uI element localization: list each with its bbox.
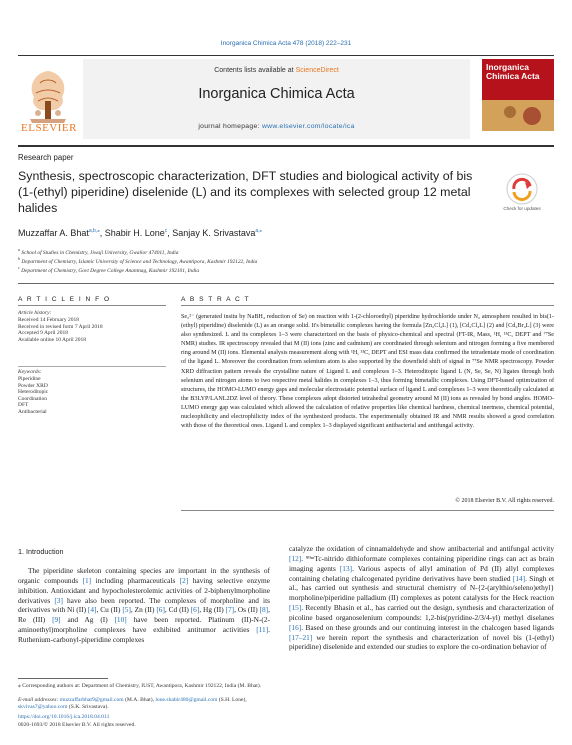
- doi-link[interactable]: [18, 714, 109, 721]
- body-text: and Ag (I): [60, 615, 115, 625]
- citation-link[interactable]: [13]: [339, 563, 353, 573]
- body-text: , Zn (II): [130, 605, 157, 615]
- author-sep: ,: [99, 228, 105, 238]
- email-owner: (S.H. Lone),: [217, 697, 247, 703]
- body-text: , Re (III): [18, 605, 270, 625]
- abstract-text: Se₂²⁻ (generated insitu by NaBH₄ reduction of Se) on reaction with 1-(2-chloroethyl) piperidine hydrochloride under N₂ atmosphere resulted in bis(1-(ethyl) piperidine) diselenide (L) as an orange solid. It's bimetallic complexes having the formula [Zn₂Cl₄L] (1), [Cd₂Cl₄L] (2) and [Cd₂Br₄L] (3) were also synthesized. L and its complexes 1–3 were characterized on the basis of physico-chemical and spectral (FT-IR, Mass, ¹H, ¹³C, DEPT and ⁷⁷Se NMR) studies. IR spectroscopy revealed that M (II) ions (zinc and cadmium) are coordinated through selenium and nitrogen forming a five membered ring around M (II) ions. Elemental analysis measurement along with ¹H, ¹³C, DEPT and ESI mass data confirmed the tetradentate mode of coordination of the ligand L. Moreover the coordination from selenium atom is also supported by the downfield shift of signal in ⁷⁷Se NMR spectroscopy. Powder XRD diffraction pattern reveals the crystalline nature of Ligand L and complexes 1–3. Heteroditopic ligand L (N, Se, Se, N) ligates through both selenium and nitrogen atoms to two respective metal halides in complexes 1–3, thus forming bimetallic complexes. Using DFT-based optimization of structures, the HOMO-LUMO energy gaps and molecular electrostatic potential surface of ligand L and complexes 1–3 were theoretically calculated at the B3LYP/LANL2DZ level of theory. These complexes adopt distorted tetrahedral geometry around M (II) ions as revealed by bond angles. HOMO-LUMO energy gap was calculated which allowed the calculation of relative properties like chemical hardness, chemical inertness, chemical potential, nucleophilicity and electrophilicity index of the synthesized products. The experimentally obtained IR and NMR results showed a good correlation with those of the theoretical ones. Ligand L and complex 1–3 displayed significant antibacterial and antifungal activity.: [181, 314, 554, 430]
- body-text: have also been reported. The complexes of morpholine and its derivatives with Ni (II): [18, 595, 270, 615]
- homepage-link[interactable]: www.elsevier.com/locate/ica: [261, 123, 355, 130]
- body-text: catalyze the oxidation of cinnamaldehyde and show antibacterial and antifungal activity: [289, 544, 554, 553]
- body-text: . ⁹⁹ᵐTc-nitrido dithioformate complexes containing piperidine rings can act as brain imaging agents: [289, 553, 554, 573]
- cover-title: Inorganica Chimica Acta: [486, 62, 540, 81]
- citation-link[interactable]: [7]: [225, 605, 235, 615]
- affiliation-text: Department of Chemistry, Islamic University of Science and Technology, Awantipora, Kashmir 192122, India: [21, 258, 258, 265]
- citation-link[interactable]: [15]: [289, 603, 302, 613]
- authors-rule: [18, 283, 554, 284]
- keywords-label: Keywords:: [18, 369, 42, 375]
- citation-link[interactable]: [8]: [259, 605, 269, 615]
- history-item: Accepted 9 April 2018: [18, 330, 68, 337]
- doi-url[interactable]: https://doi.org/10.1016/j.ica.2018.04.011: [18, 714, 110, 720]
- email-link[interactable]: muzzaffarbhat9@gmail.com: [59, 697, 124, 703]
- citation-link[interactable]: [1]: [82, 575, 92, 585]
- keywords-rule: [18, 366, 166, 367]
- paragraph: [18, 566, 270, 645]
- history-item: Available online 10 April 2018: [18, 336, 87, 343]
- keyword: Coordination: [18, 395, 48, 402]
- citation-link[interactable]: [4]: [87, 605, 97, 615]
- issn-line: 0020-1693/© 2018 Elsevier B.V. All rights reserved.: [18, 722, 136, 728]
- body-text: The piperidine skeleton containing species are important in the synthesis of organic compounds: [18, 566, 270, 585]
- email-label: E-mail addresses:: [18, 697, 59, 703]
- citation-link[interactable]: [14]: [512, 573, 526, 583]
- email-owner: (S.K. Srivastava).: [67, 704, 109, 710]
- citation-link[interactable]: [12]: [289, 553, 302, 563]
- history-item: Received in revised form 7 April 2018: [18, 323, 103, 330]
- keyword: DFT: [18, 402, 29, 409]
- author-marks: a,⁎: [255, 228, 263, 234]
- citation-link[interactable]: [17–21]: [289, 632, 313, 642]
- body-text: having selective enzyme inhibition. Antioxidant and hypocholesterolemic activities of 2-biphenylmorpholine derivatives: [18, 575, 270, 605]
- email-addresses: [18, 697, 270, 711]
- citation-link[interactable]: [2]: [179, 575, 189, 585]
- check-for-updates-icon[interactable]: [503, 170, 541, 208]
- contents-prefix: Contents lists available at: [214, 67, 294, 74]
- affiliation-mark: c: [18, 265, 20, 270]
- intro-left-column: [18, 566, 270, 645]
- keywords-list: [18, 376, 168, 416]
- author-list: [18, 228, 262, 238]
- citation-link[interactable]: [6]: [156, 605, 165, 615]
- publisher-name: ELSEVIER: [21, 122, 77, 134]
- sciencedirect-link[interactable]: ScienceDirect: [295, 67, 339, 74]
- author-marks: a,b,⁎: [88, 228, 100, 234]
- homepage-prefix: journal homepage:: [198, 123, 260, 130]
- journal-citation[interactable]: Inorganica Chimica Acta 478 (2018) 222–231: [220, 40, 352, 47]
- keyword: Antibacterial: [18, 408, 47, 415]
- corresponding-author-note: ⁎ Corresponding authors at: Department of Chemistry, IUST, Awantipora, Kashmir 192122, India (M. Bhat).: [18, 683, 262, 689]
- author-sep: ,: [167, 228, 173, 238]
- journal-title: Inorganica Chimica Acta: [198, 86, 355, 102]
- footnote-rule: [18, 678, 108, 679]
- contents-line: [83, 67, 470, 74]
- history-list: [18, 317, 168, 343]
- body-text: . Various aspects of allyl amination of Pd (II) allyl complexes containing chelating chalcogenated pyridine derivatives have been studied: [289, 563, 554, 583]
- keyword: Heteroditopic: [18, 389, 49, 396]
- affiliation-text: Department of Chemistry, Govt Degree College Anantnag, Kashmir 192101, India: [21, 267, 200, 274]
- intro-right-column: [289, 544, 554, 652]
- citation-link[interactable]: [5]: [122, 605, 131, 615]
- body-text: including pharmaceuticals: [91, 575, 180, 585]
- abstract-bottom-rule: [181, 510, 554, 511]
- body-text: . Based on these grounds and our continuing interest in the chalcogen based ligands: [301, 622, 554, 632]
- email-owner: (M.A. Bhat),: [123, 697, 156, 703]
- section-heading-introduction: 1. Introduction: [18, 547, 64, 556]
- author-name[interactable]: Sanjay K. Srivastava: [172, 228, 256, 238]
- affiliation-text: School of Studies in Chemistry, Jiwaji University, Gwalior 474011, India: [21, 249, 179, 256]
- article-info-rule: [18, 305, 166, 306]
- affiliation: [18, 247, 178, 256]
- history-label: Article history:: [18, 310, 52, 316]
- keyword: Piperidine: [18, 376, 41, 382]
- check-for-updates-label[interactable]: Check for updates: [503, 206, 541, 211]
- body-text: we herein report the synthesis and characterization of novel bis (1-(ethyl) piperidine) diselenide and extended our studies to explore the co-ordination behavior of: [289, 632, 554, 652]
- journal-homepage: [83, 123, 470, 130]
- citation-link[interactable]: [16]: [289, 622, 302, 632]
- header-top-rule: [18, 55, 554, 56]
- citation-link[interactable]: [3]: [54, 595, 63, 605]
- body-text: have been reported. Platinum (II)-N-(2-aminoethyl)morpholine complexes have exhibited antitumor activities: [18, 615, 270, 635]
- body-text: . Ruthenium-carbonyl-piperidine complexes: [18, 625, 270, 644]
- body-text: , Cu (II): [96, 605, 123, 615]
- body-text: . Recently Bhasin et al., has carried out the design, synthesis and characterization of picoline based organoselenium compounds: 1,2-bis(pyridine-2/3/4-yl) methyl diselanes: [289, 603, 554, 622]
- affiliation: [18, 265, 199, 274]
- affiliation: [18, 256, 257, 265]
- citation-link[interactable]: [10]: [114, 615, 127, 625]
- article-title: Synthesis, spectroscopic characterization, DFT studies and biological activity of bis (1-(ethyl) piperidine) diselenide (L) and its complexes with selected group 12 metal halides: [18, 169, 473, 215]
- citation-link[interactable]: [11]: [256, 625, 269, 635]
- body-text: , Os (II): [234, 605, 260, 615]
- affiliation-mark: a: [18, 247, 20, 252]
- body-text: . Singh et al., has carried out synthesis and structural chemistry of N-{2-(arylthio/seleno)ethyl} morpholine/piperidine palladium (II) complexes as potent catalysts for the Heck reaction: [289, 573, 555, 603]
- email-link[interactable]: lone.shabir480@gmail.com: [155, 697, 218, 703]
- keyword: Powder XRD: [18, 382, 48, 389]
- body-text: , Hg (II): [199, 605, 226, 615]
- paragraph: [289, 544, 554, 652]
- author-name[interactable]: Muzzaffar A. Bhat: [18, 228, 89, 238]
- cover-graphic: [482, 100, 554, 131]
- body-text: , Cd (II): [164, 605, 191, 615]
- history-item: Received 14 February 2018: [18, 317, 79, 323]
- header-bottom-rule: [18, 145, 554, 147]
- author-marks: c: [164, 228, 168, 234]
- citation-link[interactable]: [9]: [52, 615, 61, 625]
- citation-link[interactable]: [6]: [190, 605, 200, 615]
- abstract-heading: A B S T R A C T: [181, 296, 251, 303]
- article-info-heading: A R T I C L E I N F O: [18, 296, 111, 303]
- author-name[interactable]: Shabir H. Lone: [104, 228, 165, 238]
- elsevier-tree-logo: [20, 61, 76, 129]
- affiliation-mark: b: [18, 256, 20, 261]
- email-link[interactable]: skvivas7@yahoo.com: [18, 704, 68, 710]
- article-type: Research paper: [18, 153, 74, 162]
- abstract-rule: [181, 305, 554, 306]
- abstract-copyright: © 2018 Elsevier B.V. All rights reserved.: [455, 498, 554, 504]
